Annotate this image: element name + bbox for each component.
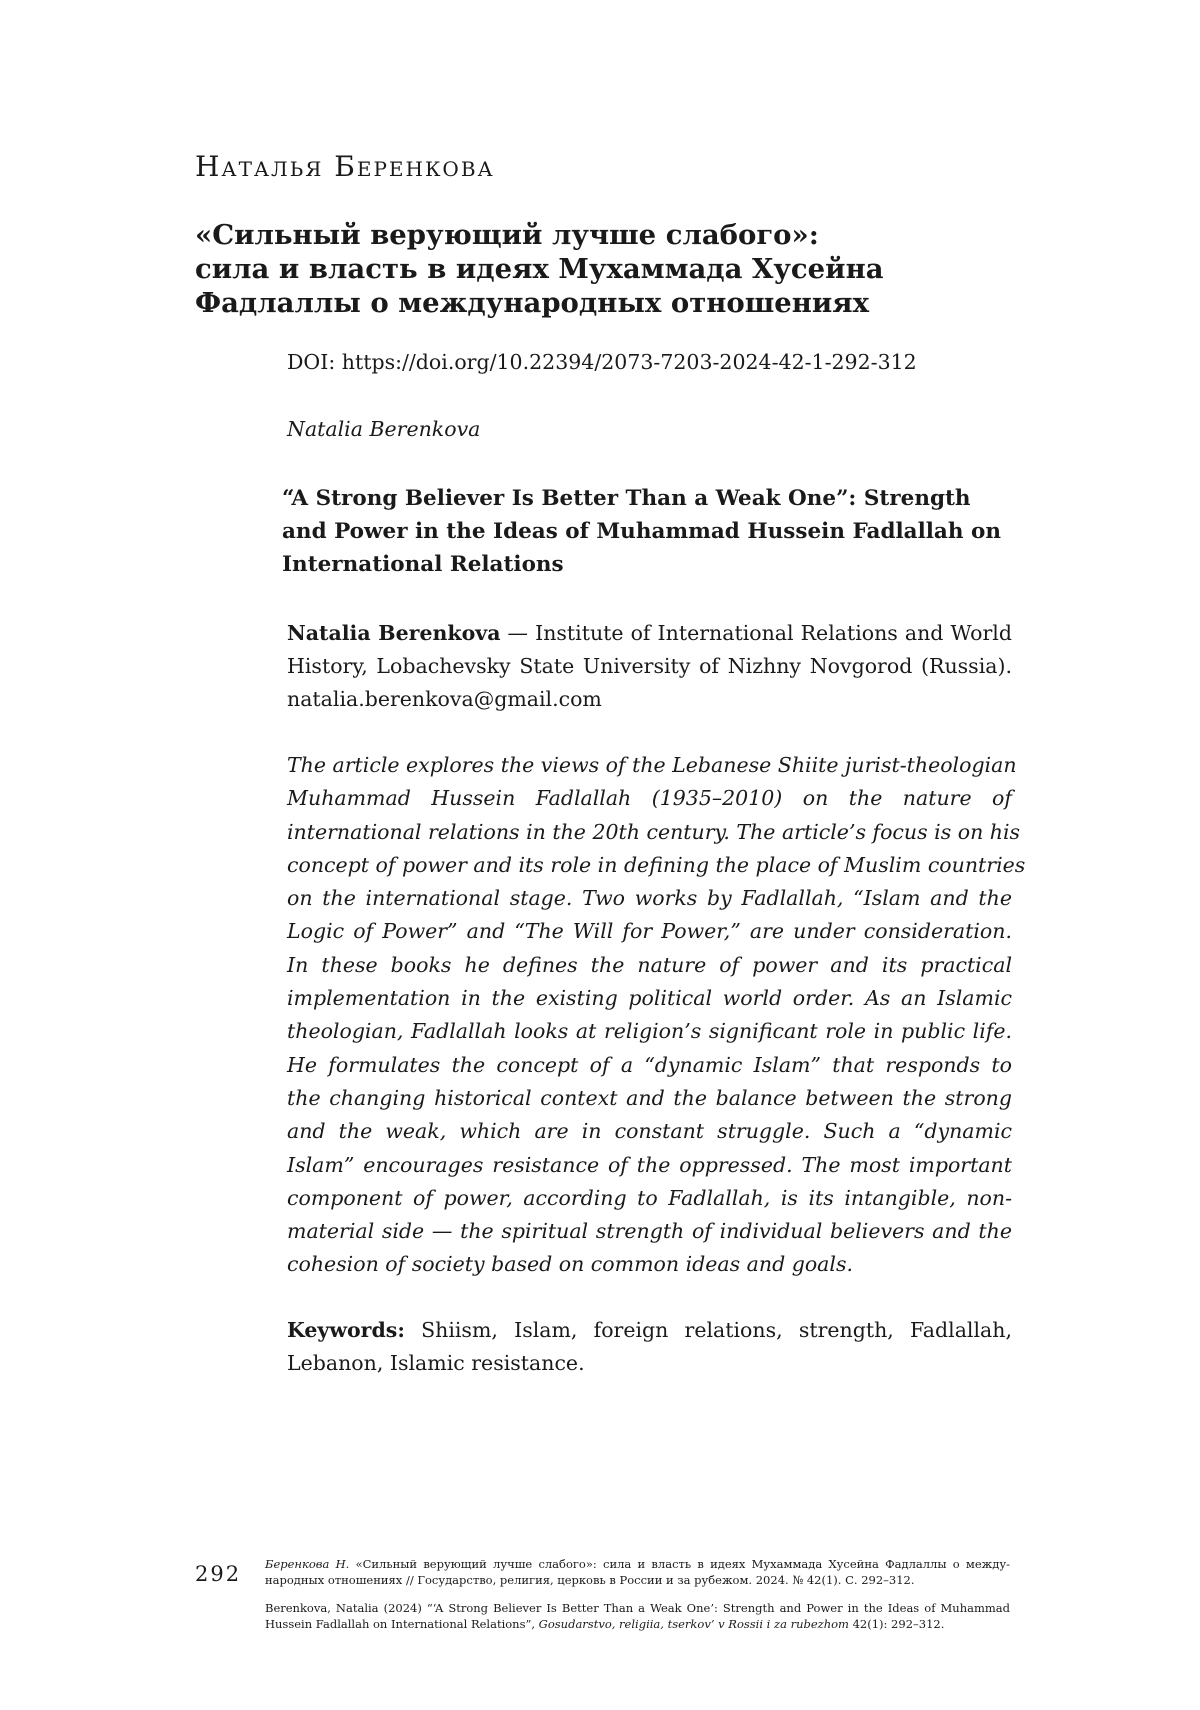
citation-en-journal: Gosudarstvo, religiia, tserkov’ v Rossii i za rubezhom xyxy=(538,1617,849,1631)
title-ru-line: Фадлаллы о международных отношениях xyxy=(195,287,870,319)
abstract xyxy=(287,749,1026,1282)
keywords xyxy=(287,1314,1012,1380)
affiliation-institute: — Institute of International Relations and World xyxy=(500,621,1012,645)
author-name-en: Natalia Berenkova xyxy=(287,417,481,441)
citation-ru-text: «Сильный верующий лучше слабого»: сила и власть в идеях Мухаммада Хусейна Фадлаллы о между- xyxy=(349,1557,1010,1571)
abstract-line: concept of power and its role in defining the place of Muslim countries xyxy=(287,852,1026,877)
keywords-line xyxy=(287,1314,1012,1347)
citation-en-line: Berenkova, Natalia (2024) “‘A Strong Believer Is Better Than a Weak One’: Strength and Power in the Ideas of Muhammad xyxy=(265,1601,1010,1615)
page-number: 292 xyxy=(195,1562,242,1586)
abstract-line: He formulates the concept of a “dynamic Islam” that responds to xyxy=(287,1052,1012,1077)
title-en-line: International Relations xyxy=(282,552,564,577)
abstract-line: cohesion of society based on common ideas and goals. xyxy=(287,1252,853,1277)
abstract-line: and the weak, which are in constant struggle. Such a “dynamic xyxy=(287,1119,1012,1144)
affiliation-line: History, Lobachevsky State University of Nizhny Novgorod (Russia). xyxy=(287,654,1012,678)
title-en-line: “A Strong Believer Is Better Than a Weak One”: Strength xyxy=(282,486,971,511)
article-title-en xyxy=(282,482,1012,581)
citation-en-text: Hussein Fadlallah on International Relations”, xyxy=(265,1617,539,1631)
abstract-line: Islam” encourages resistance of the oppressed. The most important xyxy=(287,1152,1012,1177)
affiliation-line xyxy=(287,617,1012,650)
abstract-line: Logic of Power” and “The Will for Power,” are under consideration. xyxy=(287,919,1012,944)
abstract-line: on the international stage. Two works by Fadlallah, “Islam and the xyxy=(287,886,1012,911)
abstract-line: implementation in the existing political world order. As an Islamic xyxy=(287,986,1012,1011)
keywords-label: Keywords: xyxy=(287,1318,405,1342)
abstract-line: The article explores the views of the Lebanese Shiite jurist-theologian xyxy=(287,753,1017,777)
citation-en-line xyxy=(265,1616,1010,1632)
citation-ru-line: народных отношениях // Государство, религия, церковь в России и за рубежом. 2024. № 42(1). С. 292–312. xyxy=(265,1573,915,1587)
author-affiliation xyxy=(287,617,1012,716)
abstract-line: the changing historical context and the balance between the strong xyxy=(287,1085,1012,1110)
abstract-line: In these books he defines the nature of power and its practical xyxy=(287,952,1012,977)
keywords-list: Shiism, Islam, foreign relations, strength, Fadlallah, xyxy=(404,1318,1012,1342)
affiliation-author-name: Natalia Berenkova xyxy=(287,621,501,645)
abstract-line: international relations in the 20th century. The article’s focus is on his xyxy=(287,819,1021,844)
author-name-ru: Наталья Беренкова xyxy=(195,150,495,183)
abstract-line: component of power, according to Fadlallah, is its intangible, non- xyxy=(287,1185,1012,1210)
abstract-line: Muhammad Hussein Fadlallah (1935–2010) on the nature of xyxy=(287,786,1012,811)
abstract-line: theologian, Fadlallah looks at religion’s significant role in public life. xyxy=(287,1019,1012,1044)
citation-ru-author: Беренкова Н. xyxy=(265,1557,350,1571)
citation-en-pages: 42(1): 292–312. xyxy=(848,1617,945,1631)
citation-ru xyxy=(265,1556,1010,1588)
title-ru-line: сила и власть в идеях Мухаммада Хусейна xyxy=(195,253,884,285)
citation-ru-line xyxy=(265,1556,1010,1572)
keywords-line: Lebanon, Islamic resistance. xyxy=(287,1351,585,1375)
title-ru-line: «Сильный верующий лучше слабого»: xyxy=(195,219,819,251)
article-title-ru xyxy=(195,218,1055,320)
title-en-line: and Power in the Ideas of Muhammad Hussein Fadlallah on xyxy=(282,519,1001,544)
abstract-line: material side — the spiritual strength of individual believers and the xyxy=(287,1219,1012,1244)
citation-en xyxy=(265,1600,1010,1632)
doi-link[interactable]: DOI: https://doi.org/10.22394/2073-7203-2024-42-1-292-312 xyxy=(287,350,917,374)
author-email[interactable]: natalia.berenkova@gmail.com xyxy=(287,687,602,711)
